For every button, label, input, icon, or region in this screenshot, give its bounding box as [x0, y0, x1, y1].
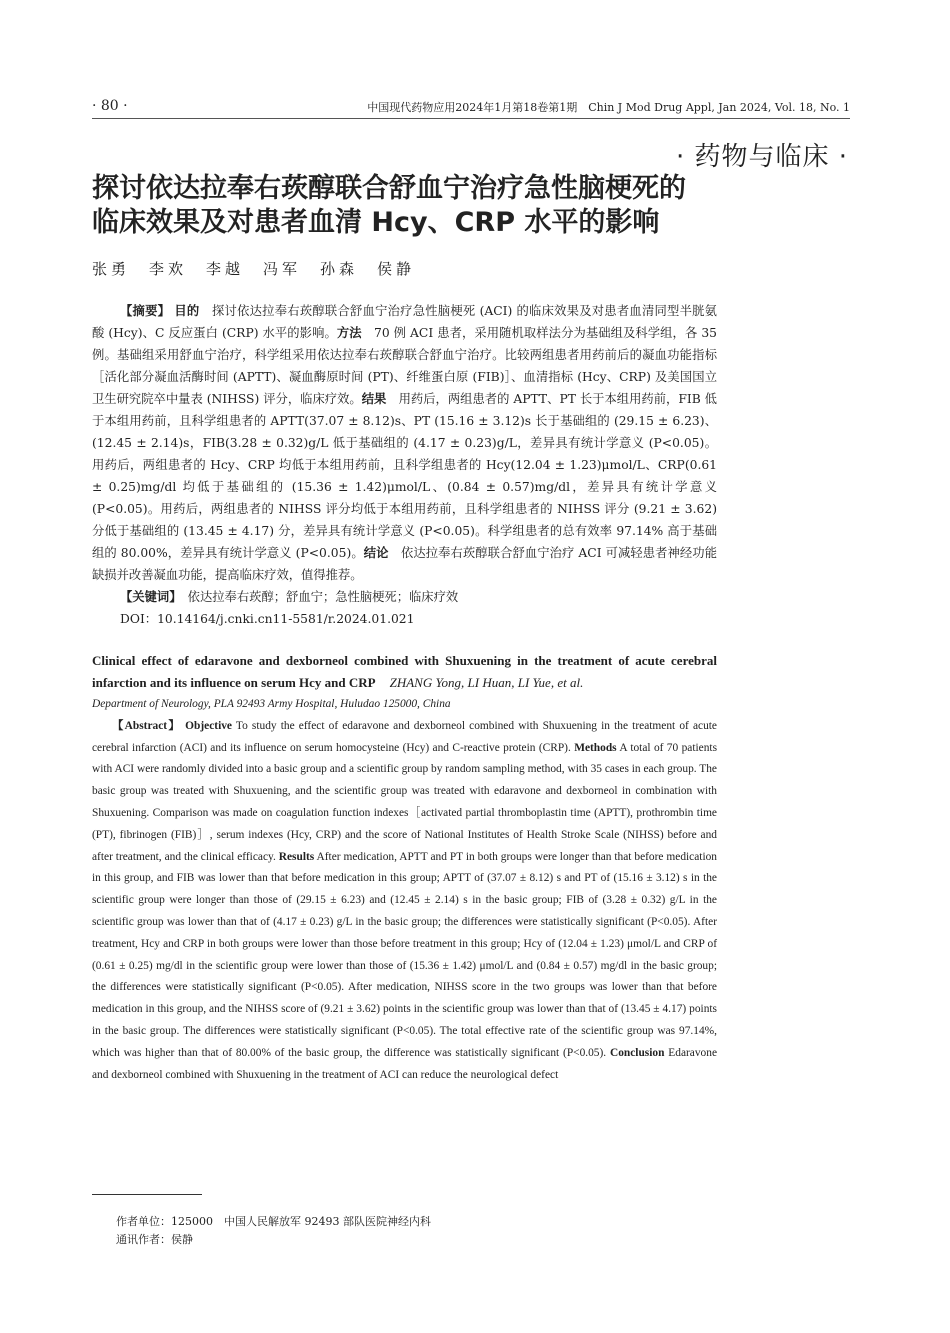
results-text: 用药后，两组患者的 APTT、PT 长于本组用药前，FIB 低于本组用药前，且科学组患者的 APTT(37.07 ± 8.12)s、PT (15.16 ± 3.12)s 长于基础组的 (29.15 ± 6.23)、(12.45 ± 2.14)s，FIB(3.28 ± 0.32)g/L 低于基础组的 (4.17 ± 0.23)g/L，差异具有统计学意义 (P<0.05)。用药后，两组患者的 Hcy、CRP 均低于本组用药前，且科学组患者的 Hcy(12.04 ± 1.23)μmol/L、CRP(0.61 ± 0.25)mg/dl 均低于基础组的 (15.36 ± 1.42)μmol/L、(0.84 ± 0.57)mg/dl，差异具有统计学意义 (P<0.05)。用药后，两组患者的 NIHSS 评分均低于本组用药前，且科学组患者的 NIHSS 评分 (9.21 ± 3.62) 分低于基础组的 (13.45 ± 4.17) 分，差异具有统计学意义 (P<0.05)。科学组患者的总有效率 97.14% 高于基础组的 80.00%，差异具有统计学意义 (P<0.05)。	[92, 392, 717, 560]
english-authors: ZHANG Yong, LI Huan, LI Yue, et al.	[389, 675, 584, 690]
running-header	[92, 98, 850, 119]
en-objective-text: To study the effect of edaravone and dexborneol combined with Shuxuening in the treatment of acute cerebral infarction (ACI) and its influence on serum homocysteine (Hcy) and C-reactive protein (CRP).	[92, 719, 717, 754]
title-line-1: 探讨依达拉奉右莰醇联合舒血宁治疗急性脑梗死的	[92, 173, 686, 204]
en-methods-label: Methods	[574, 741, 617, 754]
footnotes	[116, 1213, 431, 1249]
en-results-label: Results	[278, 850, 315, 863]
english-abstract-body	[92, 716, 717, 1087]
english-department: Department of Neurology, PLA 92493 Army Hospital, Huludao 125000, China	[92, 698, 451, 710]
conclusion-label: 结论	[363, 546, 389, 560]
author-list: 张勇 李欢 李越 冯军 孙森 侯静	[92, 260, 416, 278]
objective-label: 目的	[174, 304, 200, 318]
english-abstract	[92, 650, 717, 1086]
en-results-text: After medication, APTT and PT in both groups were longer than that before medication in this group, and FIB was lower than that before medication in this group; APTT of (37.07 ± 8.12) s and PT of (15.16 ± 3.12) s in the scientific group were longer than those of (29.15 ± 6.23) and (12.45 ± 2.14) s in the basic group; FIB of (3.28 ± 0.32) g/L in the scientific group was lower than that of (4.17 ± 0.23) g/L in the basic group; the differences were statistically significant (P<0.05). After treatment, Hcy and CRP in both groups were lower than those before treatment in this group; Hcy of (12.04 ± 1.23) μmol/L and CRP of (0.61 ± 0.25) mg/dl in the scientific group were lower than those of (15.36 ± 1.42) μmol/L and (0.84 ± 0.57) mg/dl in the basic group; the differences were statistically significant (P<0.05). After medication, NIHSS score in the two groups was lower than that before medication in this group, and the NIHSS score of (9.21 ± 3.62) points in the scientific group was lower than that of (13.45 ± 4.17) points in the basic group. The differences were statistically significant (P<0.05). The total effective rate of the scientific group was 97.14%, which was higher than that of 80.00% of the basic group, the difference was statistically significant (P<0.05).	[92, 850, 718, 1059]
en-conclusion-text: Edaravone and dexborneol combined with Shuxuening in the treatment of ACI can reduce the neurological defect	[92, 1046, 717, 1081]
objective-text: 探讨依达拉奉右莰醇联合舒血宁治疗急性脑梗死 (ACI) 的临床效果及对患者血清同型半胱氨酸 (Hcy)、C 反应蛋白 (CRP) 水平的影响。	[92, 304, 717, 340]
en-abstract-label: 【Abstract】	[112, 719, 182, 732]
english-title-block	[92, 650, 717, 694]
results-label: 结果	[361, 392, 387, 406]
en-objective-label: Objective	[185, 719, 232, 732]
footnote-divider	[92, 1194, 202, 1195]
conclusion-text: 依达拉奉右莰醇联合舒血宁治疗 ACI 可减轻患者神经功能缺损并改善凝血功能，提高临床疗效，值得推荐。	[92, 546, 717, 582]
section-tag: · 药物与临床 ·	[675, 142, 848, 172]
corresponding-author: 通讯作者：侯静	[116, 1233, 193, 1246]
abstract-cn-body	[92, 300, 717, 586]
english-title: Clinical effect of edaravone and dexborneol combined with Shuxuening in the treatment of acute cerebral infarction and its influence on serum Hcy and CRP	[92, 653, 717, 690]
abstract-label: 【摘要】	[120, 304, 171, 318]
doi-line: DOI：10.14164/j.cnki.cn11-5581/r.2024.01.021	[120, 612, 415, 626]
journal-citation: 中国现代药物应用2024年1月第18卷第1期 Chin J Mod Drug Appl, Jan 2024, Vol. 18, No. 1	[367, 101, 850, 114]
author-affiliation: 作者单位：125000 中国人民解放军 92493 部队医院神经内科	[116, 1215, 431, 1228]
chinese-abstract	[92, 300, 717, 630]
keywords-text: 依达拉奉右莰醇；舒血宁；急性脑梗死；临床疗效	[187, 590, 459, 604]
en-methods-text: A total of 70 patients with ACI were randomly divided into a basic group and a scientific group by random sampling method, with 35 cases in each group. The basic group was treated with Shuxuening, and the scientific group was treated with edaravone and dexborneol in combination with Shuxuening. Comparison was made on coagulation function indexes［activated partial thromboplastin time (APTT), prothrombin time (PT), fibrinogen (FIB)］, serum indexes (Hcy, CRP) and the score of National Institutes of Health Stroke Scale (NIHSS) before and after treatment, and the clinical efficacy.	[92, 741, 717, 863]
keywords-label: 【关键词】	[120, 590, 176, 604]
article-title	[92, 172, 852, 240]
page-number: · 80 ·	[92, 98, 128, 114]
keywords-line	[92, 586, 717, 608]
methods-label: 方法	[336, 326, 362, 340]
en-conclusion-label: Conclusion	[610, 1046, 665, 1059]
methods-text: 70 例 ACI 患者，采用随机取样法分为基础组及科学组，各 35 例。基础组采用舒血宁治疗，科学组采用依达拉奉右莰醇联合舒血宁治疗。比较两组患者用药前后的凝血功能指标［活化部分凝血活酶时间 (APTT)、凝血酶原时间 (PT)、纤维蛋白原 (FIB)］、血清指标 (Hcy、CRP) 及美国国立卫生研究院卒中量表 (NIHSS) 评分，临床疗效。	[92, 326, 717, 406]
title-line-2: 临床效果及对患者血清 Hcy、CRP 水平的影响	[92, 207, 660, 238]
